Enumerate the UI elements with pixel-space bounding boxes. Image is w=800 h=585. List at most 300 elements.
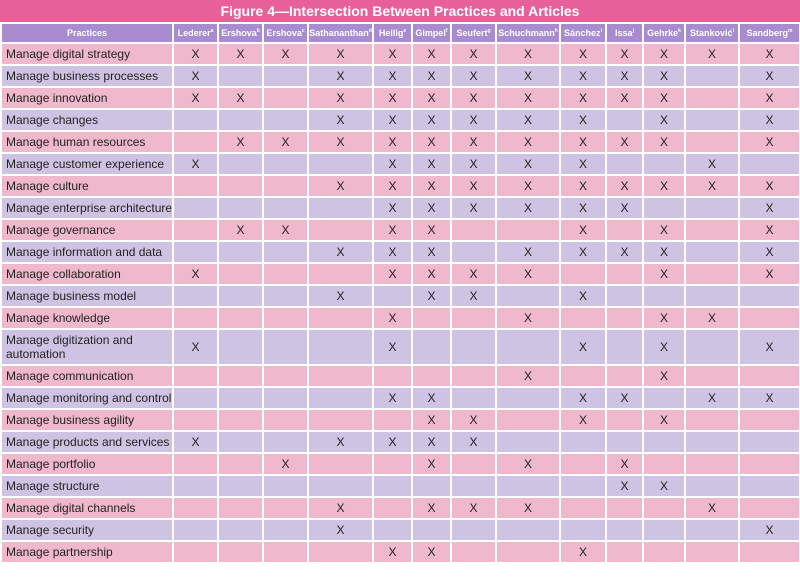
intersection-cell [497,388,559,408]
practice-name: Manage communication [2,366,172,386]
intersection-cell [219,308,262,328]
column-header-label: Practices [66,28,108,38]
intersection-cell [264,432,307,452]
intersection-cell: X [607,476,642,496]
table-row [2,308,799,328]
intersection-cell: X [452,154,495,174]
intersection-cell: X [413,198,450,218]
intersection-cell [607,366,642,386]
intersection-cell: X [740,88,799,108]
intersection-cell [452,242,495,262]
intersection-cell: X [740,44,799,64]
table-row [2,330,799,364]
intersection-cell: X [740,242,799,262]
intersection-cell [219,432,262,452]
table-row [2,388,799,408]
intersection-cell: X [497,308,559,328]
column-header-footnote: j [632,28,634,34]
intersection-cell: X [644,132,684,152]
intersection-cell: X [374,388,411,408]
intersection-cell [607,330,642,364]
intersection-cell: X [413,44,450,64]
table-row [2,220,799,240]
column-header-label: Ershova [266,28,302,38]
intersection-cell: X [607,454,642,474]
intersection-cell: X [497,154,559,174]
intersection-cell: X [607,66,642,86]
intersection-cell: X [497,132,559,152]
intersection-cell: X [686,154,738,174]
intersection-cell: X [561,132,605,152]
intersection-cell [219,154,262,174]
intersection-cell: X [174,264,217,284]
intersection-cell [413,308,450,328]
intersection-cell: X [497,198,559,218]
intersection-cell [607,498,642,518]
column-header-footnote: m [788,28,793,34]
intersection-cell [607,220,642,240]
column-header-label: Lederer [177,28,211,38]
practice-name: Manage information and data [2,242,172,262]
intersection-cell: X [413,264,450,284]
intersection-cell [264,476,307,496]
intersection-cell [740,286,799,306]
column-header-footnote: h [554,28,558,34]
intersection-cell: X [413,110,450,130]
intersection-cell: X [686,388,738,408]
column-header [644,24,684,42]
intersection-cell [686,520,738,540]
intersection-cell: X [497,88,559,108]
intersection-cell [644,388,684,408]
intersection-cell: X [219,132,262,152]
intersection-cell [686,330,738,364]
intersection-cell: X [374,264,411,284]
intersection-cell: X [219,220,262,240]
column-header-label: Gimpel [415,28,446,38]
intersection-cell: X [374,66,411,86]
intersection-cell [219,410,262,430]
practice-name: Manage portfolio [2,454,172,474]
intersection-cell [309,476,372,496]
intersection-cell: X [452,498,495,518]
intersection-cell [174,454,217,474]
intersection-cell [264,542,307,562]
column-header-footnote: k [678,28,681,34]
intersection-cell: X [644,66,684,86]
column-header-footnote: i [600,28,602,34]
table-row [2,154,799,174]
intersection-cell [644,154,684,174]
intersection-cell: X [174,88,217,108]
column-header-footnote: b [256,28,260,34]
intersection-cell: X [607,198,642,218]
intersection-cell [686,264,738,284]
intersection-cell [644,286,684,306]
intersection-cell [740,410,799,430]
table-row [2,432,799,452]
intersection-cell: X [740,66,799,86]
intersection-cell [452,520,495,540]
intersection-cell [219,388,262,408]
intersection-cell: X [644,410,684,430]
intersection-cell: X [644,476,684,496]
intersection-cell [497,542,559,562]
intersection-cell [607,264,642,284]
intersection-cell [264,66,307,86]
intersection-cell: X [452,66,495,86]
intersection-cell: X [497,176,559,196]
intersection-cell: X [561,330,605,364]
intersection-cell: X [497,264,559,284]
intersection-cell [740,366,799,386]
column-header [374,24,411,42]
intersection-cell: X [374,88,411,108]
intersection-cell [686,88,738,108]
intersection-cell: X [413,410,450,430]
intersection-cell: X [374,110,411,130]
table-row [2,198,799,218]
intersection-cell [644,432,684,452]
intersection-cell [219,66,262,86]
intersection-cell [740,454,799,474]
intersection-cell: X [740,110,799,130]
intersection-cell: X [497,366,559,386]
intersection-cell [740,432,799,452]
intersection-cell: X [309,242,372,262]
intersection-cell [219,286,262,306]
intersection-cell: X [174,432,217,452]
intersection-cell: X [561,388,605,408]
intersection-cell [374,366,411,386]
column-header [497,24,559,42]
intersection-cell: X [607,242,642,262]
practice-name: Manage partnership [2,542,172,562]
practice-name: Manage enterprise architecture [2,198,172,218]
intersection-cell [264,286,307,306]
intersection-cell: X [644,308,684,328]
column-header-footnote: a [210,28,214,34]
intersection-cell: X [413,388,450,408]
intersection-cell [413,520,450,540]
table-row [2,454,799,474]
intersection-cell [413,366,450,386]
practice-name: Manage business agility [2,410,172,430]
intersection-cell [413,476,450,496]
intersection-cell [309,308,372,328]
intersection-cell: X [452,264,495,284]
intersection-cell [686,542,738,562]
column-header-label: Schuchmann [498,28,555,38]
intersection-cell [264,366,307,386]
intersection-cell: X [686,498,738,518]
intersection-cell [264,242,307,262]
intersection-cell [452,454,495,474]
intersection-cell [686,198,738,218]
intersection-cell: X [309,520,372,540]
intersection-cell: X [374,220,411,240]
intersection-cell [174,476,217,496]
intersection-cell: X [561,220,605,240]
intersection-cell: X [413,542,450,562]
intersection-cell: X [607,132,642,152]
intersection-cell [309,330,372,364]
column-header-label: Gehrke [647,28,679,38]
intersection-cell: X [374,44,411,64]
column-header-footnote: f [445,28,448,34]
column-header-footnote: c [301,28,305,34]
intersection-cell [264,110,307,130]
intersection-cell: X [644,88,684,108]
intersection-cell [686,432,738,452]
column-header [309,24,372,42]
column-header-label: Seufert [456,28,488,38]
intersection-cell: X [309,286,372,306]
intersection-cell: X [740,520,799,540]
intersection-cell: X [644,330,684,364]
intersection-cell: X [561,176,605,196]
intersection-cell [309,454,372,474]
intersection-cell: X [219,88,262,108]
intersection-cell [607,308,642,328]
intersection-cell: X [561,542,605,562]
table-row [2,242,799,262]
intersection-cell: X [413,88,450,108]
intersection-cell [174,498,217,518]
intersection-cell: X [686,44,738,64]
intersection-cell [174,308,217,328]
intersection-cell [264,498,307,518]
table-row [2,286,799,306]
column-header-label: Issa [615,28,633,38]
table-row [2,410,799,430]
intersection-cell [174,410,217,430]
intersection-cell: X [413,286,450,306]
practice-name: Manage innovation [2,88,172,108]
intersection-cell: X [219,44,262,64]
intersection-cell [374,410,411,430]
intersection-cell: X [561,198,605,218]
column-header [561,24,605,42]
intersection-cell: X [374,432,411,452]
column-header [264,24,307,42]
practice-name: Manage digital channels [2,498,172,518]
intersection-cell [452,388,495,408]
table-row [2,520,799,540]
table-body [2,44,799,562]
intersection-cell [219,542,262,562]
intersection-cell: X [309,44,372,64]
intersection-cell: X [740,198,799,218]
intersection-cell [561,432,605,452]
practice-name: Manage digitization and automation [2,330,172,364]
intersection-cell [686,110,738,130]
intersection-cell [219,242,262,262]
intersection-cell: X [374,198,411,218]
intersection-cell: X [309,132,372,152]
practice-name: Manage digital strategy [2,44,172,64]
intersection-cell [174,520,217,540]
column-header-practices [2,24,172,42]
column-header-label: Heilig [378,28,404,38]
intersection-cell [219,176,262,196]
intersection-cell: X [174,154,217,174]
intersection-cell [174,366,217,386]
table-row [2,88,799,108]
practice-name: Manage governance [2,220,172,240]
column-header-label: Sandberg [746,28,789,38]
intersection-cell [219,110,262,130]
intersection-cell: X [644,242,684,262]
practice-name: Manage business processes [2,66,172,86]
column-header [686,24,738,42]
intersection-cell: X [452,286,495,306]
intersection-cell [607,432,642,452]
intersection-cell [174,176,217,196]
intersection-cell: X [740,132,799,152]
practice-name: Manage collaboration [2,264,172,284]
intersection-cell: X [607,88,642,108]
intersection-cell: X [497,454,559,474]
intersection-cell: X [413,132,450,152]
intersection-cell [264,520,307,540]
intersection-cell [374,476,411,496]
intersection-cell: X [309,88,372,108]
intersection-cell [607,410,642,430]
intersection-cell [219,454,262,474]
intersection-cell [686,242,738,262]
intersection-cell [309,366,372,386]
intersection-cell: X [309,66,372,86]
intersection-cell: X [452,132,495,152]
intersection-cell [309,198,372,218]
intersection-cell [686,476,738,496]
intersection-cell [309,542,372,562]
intersection-cell [644,198,684,218]
intersection-cell: X [561,242,605,262]
intersection-cell: X [561,410,605,430]
intersection-cell [686,454,738,474]
table-row [2,110,799,130]
intersection-cell: X [413,220,450,240]
intersection-cell [264,176,307,196]
intersection-cell [374,286,411,306]
intersection-cell [561,454,605,474]
intersection-cell: X [452,110,495,130]
intersection-cell: X [497,110,559,130]
intersection-cell [497,220,559,240]
intersection-cell: X [644,366,684,386]
intersection-cell [264,388,307,408]
intersection-cell: X [374,176,411,196]
practice-name: Manage knowledge [2,308,172,328]
intersection-cell: X [561,154,605,174]
intersection-cell [452,308,495,328]
intersection-cell [309,410,372,430]
practice-name: Manage customer experience [2,154,172,174]
intersection-cell [309,264,372,284]
table-row [2,132,799,152]
intersection-cell: X [413,432,450,452]
intersection-cell: X [644,264,684,284]
intersection-cell [497,286,559,306]
intersection-cell [561,476,605,496]
table-row [2,476,799,496]
intersection-cell: X [413,66,450,86]
intersection-cell: X [452,432,495,452]
intersection-cell [497,330,559,364]
intersection-cell [740,498,799,518]
intersection-cell [607,110,642,130]
column-header [452,24,495,42]
practice-name: Manage changes [2,110,172,130]
intersection-cell: X [452,176,495,196]
intersection-cell: X [374,330,411,364]
intersection-cell [309,154,372,174]
intersection-cell [174,286,217,306]
table-row [2,264,799,284]
intersection-cell [607,520,642,540]
intersection-cell [497,432,559,452]
intersection-cell [644,498,684,518]
practice-name: Manage products and services [2,432,172,452]
intersection-cell: X [561,110,605,130]
intersection-cell [644,454,684,474]
table-row [2,498,799,518]
table-row [2,542,799,562]
intersection-cell: X [607,176,642,196]
intersection-cell [264,154,307,174]
intersection-cell [607,286,642,306]
intersection-cell: X [607,44,642,64]
intersection-cell: X [264,132,307,152]
intersection-cell: X [374,154,411,174]
intersection-cell: X [497,66,559,86]
column-header [740,24,799,42]
intersection-cell [309,220,372,240]
intersection-cell [607,154,642,174]
figure-title: Figure 4—Intersection Between Practices and Articles [0,0,800,22]
intersection-cell: X [452,88,495,108]
intersection-cell [497,410,559,430]
column-header-label: Sathananthan [309,28,369,38]
practice-name: Manage business model [2,286,172,306]
intersection-cell: X [686,176,738,196]
intersection-cell [264,88,307,108]
intersection-cell: X [309,498,372,518]
intersection-cell [452,330,495,364]
intersection-cell [686,366,738,386]
intersection-cell: X [174,330,217,364]
intersection-cell: X [740,388,799,408]
intersection-cell [219,198,262,218]
intersection-cell [452,476,495,496]
intersection-cell [174,132,217,152]
table-row [2,366,799,386]
intersection-cell [374,498,411,518]
table-row [2,66,799,86]
intersection-cell [686,220,738,240]
table-row [2,176,799,196]
intersection-cell [264,330,307,364]
intersection-cell [497,476,559,496]
practice-name: Manage culture [2,176,172,196]
column-header [413,24,450,42]
intersection-cell: X [452,44,495,64]
practice-name: Manage security [2,520,172,540]
intersection-cell [174,198,217,218]
column-header-footnote: e [403,28,407,34]
